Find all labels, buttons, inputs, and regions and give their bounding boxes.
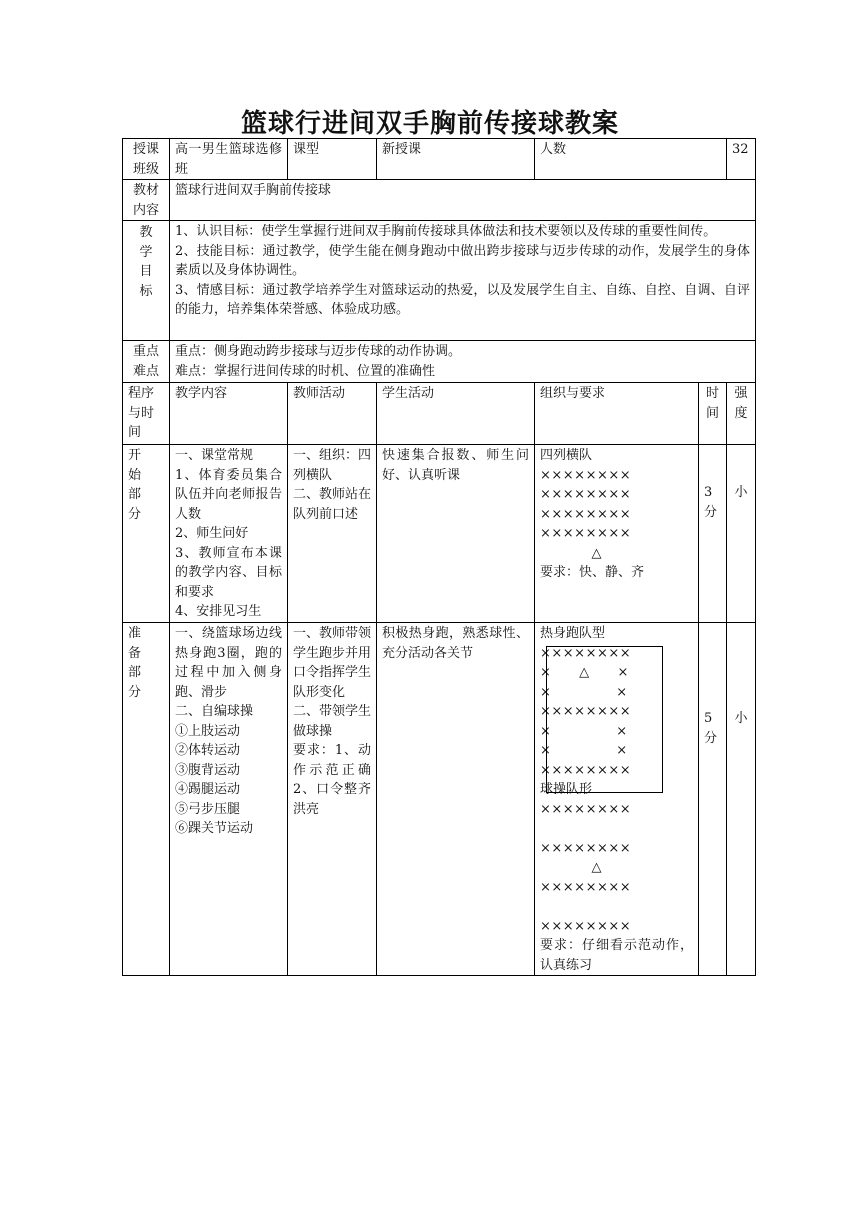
warmup-row: ×××××××× (540, 704, 632, 719)
start-section-name: 开 始 部 分 (123, 445, 170, 623)
difficulty-point: 难点：掌握行进间传球的时机、位置的准确性 (175, 363, 436, 379)
material-value: 篮球行进间双手胸前传接球 (170, 180, 756, 221)
header-intensity: 强 度 (727, 383, 756, 445)
lesson-plan-table (122, 138, 756, 976)
goals-row (123, 221, 756, 341)
goals-label: 教 学 目 标 (123, 221, 170, 341)
start-teacher-activity: 一、组织：四列横队 二、教师站在队列前口述 (288, 445, 377, 623)
prep-student-activity: 积极热身跑，熟悉球性、充分活动各关节 (377, 623, 535, 976)
prep-requirement: 要求：仔细看示范动作，认真练习 (540, 938, 693, 973)
start-section-row (123, 445, 756, 623)
start-formation-title: 四列横队 (540, 448, 593, 463)
header-organization: 组织与要求 (535, 383, 699, 445)
warmup-formation-title: 热身跑队型 (540, 626, 606, 641)
warmup-row: × × (540, 684, 628, 700)
focus-label: 重点 难点 (123, 341, 170, 383)
start-intensity: 小 (727, 445, 756, 623)
count-label: 人数 (535, 139, 727, 180)
start-student-activity: 快速集合报数、师生问好、认真听课 (377, 445, 535, 623)
class-label: 授课 班级 (123, 139, 170, 180)
prep-section-name: 准 备 部 分 (123, 623, 170, 976)
start-content: 一、课堂常规 1、体育委员集合队伍并向老师报告人数 2、师生问好 3、教师宣布本课的教学内容、目标和要求 4、安排见习生 (170, 445, 288, 623)
prep-time: 5 分 (699, 623, 727, 976)
key-point: 重点：侧身跑动跨步接球与迈步传球的动作协调。 (175, 344, 462, 359)
type-label: 课型 (288, 139, 377, 180)
count-value: 32 (727, 139, 756, 180)
goal-affective: 3、情感目标：通过教学培养学生对篮球运动的热爱，以及发展学生自主、自练、自控、自调、自评的能力，培养集体荣誉感、体验成功感。 (175, 282, 751, 317)
drill-row (540, 897, 693, 917)
formation-row: ×××××××× (540, 506, 632, 522)
teacher-marker: △ (591, 860, 602, 875)
start-organization (535, 445, 699, 623)
drill-row (540, 819, 693, 839)
goal-skill: 2、技能目标：通过教学，使学生能在侧身跑动中做出跨步接球与迈步传球的动作，发展学生的身体素质以及身体协调性。 (175, 243, 751, 278)
start-time: 3 分 (699, 445, 727, 623)
info-row (123, 139, 756, 180)
drill-formation-title: 球操队形 (540, 782, 593, 797)
drill-row: ×××××××× (540, 918, 632, 934)
start-requirement: 要求：快、静、齐 (540, 565, 645, 580)
formation-row: ×××××××× (540, 487, 632, 502)
running-track-outline (546, 646, 663, 793)
warmup-row: × × (540, 743, 628, 758)
goals-content (170, 221, 756, 341)
teacher-marker: △ (591, 545, 602, 561)
header-student: 学生活动 (377, 383, 535, 445)
focus-row (123, 341, 756, 383)
warmup-row: ×××××××× (540, 762, 632, 778)
header-teacher: 教师活动 (288, 383, 377, 445)
focus-content (170, 341, 756, 383)
prep-intensity: 小 (727, 623, 756, 976)
drill-row: ×××××××× (540, 879, 632, 895)
class-value: 高一男生篮球选修班 (170, 139, 288, 180)
material-label: 教材 内容 (123, 180, 170, 221)
warmup-row: ×××××××× (540, 645, 632, 661)
type-value: 新授课 (377, 139, 535, 180)
document-title: 篮球行进间双手胸前传接球教案 (240, 109, 619, 139)
prep-content: 一、绕篮球场边线热身跑3圈，跑的过程中加入侧身跑、滑步 二、自编球操 ①上肢运动 ②体转运动 ③腹背运动 ④踢腿运动 ⑤弓步压腿 ⑥踝关节运动 (170, 623, 288, 976)
goal-cognitive: 1、认识目标：使学生掌握行进间双手胸前传接球具体做法和技术要领以及传球的重要性间传。 (175, 224, 717, 239)
prep-section-row (123, 623, 756, 976)
drill-row: ×××××××× (540, 801, 632, 817)
drill-row: ×××××××× (540, 840, 632, 856)
header-row (123, 383, 756, 445)
header-time: 时 间 (699, 383, 727, 445)
material-row (123, 180, 756, 221)
formation-row: ×××××××× (540, 467, 632, 483)
prep-teacher-activity: 一、教师带领学生跑步并用口令指挥学生队形变化 二、带领学生做球操 要求：1、动作示范正确 2、口令整齐洪亮 (288, 623, 377, 976)
header-content: 教学内容 (170, 383, 288, 445)
warmup-row: × × (540, 723, 628, 739)
prep-organization (535, 623, 699, 976)
header-procedure: 程序 与时 间 (123, 383, 170, 445)
formation-row: ×××××××× (540, 526, 632, 541)
warmup-row: × △ × (540, 665, 629, 680)
